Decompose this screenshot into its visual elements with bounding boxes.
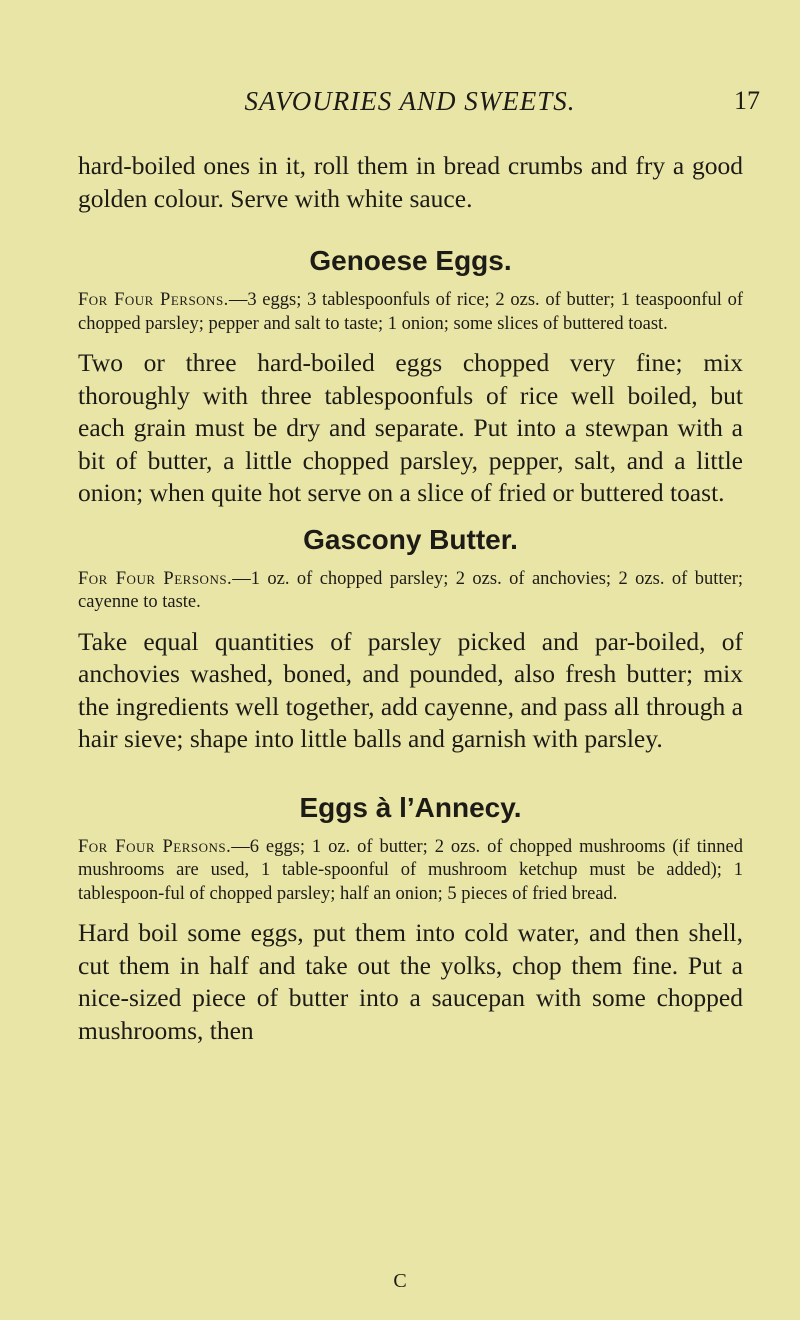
recipe-method: Take equal quantities of parsley picked and par-boiled, of anchovies washed, boned, and pounded, also fresh butter; mix the ingredients well together, add cayenne, and pass all through a hair sieve; shape into little balls and garnish with parsley. — [78, 626, 743, 753]
ingredients-label: For Four Persons. — [78, 836, 232, 857]
running-header — [60, 86, 760, 120]
continued-paragraph: hard-boiled ones in it, roll them in bread crumbs and fry a good golden colour. Serve with white sauce. — [78, 151, 743, 213]
ingredients-list — [78, 568, 743, 615]
recipe-method: Two or three hard-boiled eggs chopped very fine; mix thoroughly with three tablespoonfuls of rice well boiled, but each grain must be dry and separate. Put into a stewpan with a bit of butter, a little chopped parsley, pepper, salt, and a little onion; when quite hot serve on a slice of fried or buttered toast. — [78, 348, 743, 507]
recipe-title: Gascony Butter. — [303, 523, 518, 555]
ingredients-text: —1 oz. of chopped parsley; 2 ozs. of anchovies; 2 ozs. of butter; cayenne to taste. — [78, 568, 743, 612]
recipe-title: Genoese Eggs. — [309, 245, 512, 276]
page-content — [78, 150, 743, 1047]
page-number: 17 — [734, 86, 760, 115]
ingredients-list — [78, 836, 743, 907]
signature-mark: C — [393, 1270, 407, 1292]
ingredients-label: For Four Persons. — [78, 568, 233, 589]
ingredients-list — [78, 289, 743, 336]
recipe-title: Eggs à l’Annecy. — [299, 791, 522, 823]
running-title: SAVOURIES AND SWEETS. — [244, 86, 576, 116]
recipe-method: Hard boil some eggs, put them into cold water, and then shell, cut them in half and take out the yolks, chop them fine. Put a nice-sized piece of butter into a saucepan with some chopped mushrooms, then — [78, 918, 743, 1045]
ingredients-text: —3 eggs; 3 tablespoonfuls of rice; 2 ozs. of butter; 1 teaspoonful of chopped parsley; pepper and salt to taste; 1 onion; some slices of buttered toast. — [78, 290, 743, 334]
ingredients-label: For Four Persons. — [78, 290, 229, 310]
ingredients-text: —6 eggs; 1 oz. of butter; 2 ozs. of chopped mushrooms (if tinned mushrooms are used, 1 table-spoonful of mushroom ketchup must be added); 1 tablespoon-ful of chopped parsley; half an onion; 5 pieces of fried bread. — [78, 836, 743, 904]
